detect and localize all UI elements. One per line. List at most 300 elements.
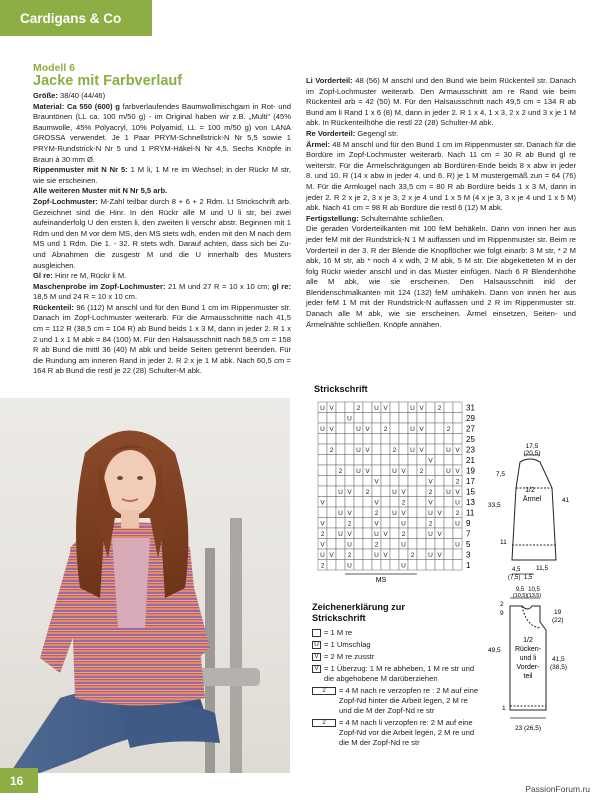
chart-cell — [435, 476, 444, 487]
chart-cell — [363, 476, 372, 487]
chart-cell — [399, 413, 408, 424]
left-paragraph — [33, 197, 291, 271]
chart-cell — [381, 455, 390, 466]
chart-symbol: 2 — [383, 426, 388, 433]
chart-cell — [372, 560, 381, 571]
chart-cell — [354, 518, 363, 529]
chart-cell — [354, 549, 363, 560]
chart-cell — [417, 507, 426, 518]
chart-symbol: U — [455, 499, 460, 507]
chart-cell — [408, 486, 417, 497]
chart-cell — [363, 413, 372, 424]
chart-cell — [408, 497, 417, 508]
row-number: 17 — [466, 477, 475, 486]
chart-cell — [336, 444, 345, 455]
chart-cell — [345, 497, 354, 508]
legend-item — [312, 628, 482, 638]
chart-cell — [399, 549, 408, 560]
chart-symbol: V — [401, 468, 406, 475]
right-paragraph — [306, 214, 576, 225]
body-neck-depth: 2 — [500, 601, 504, 608]
sleeve-band-height: 11 — [500, 539, 507, 546]
row-number: 21 — [466, 456, 475, 465]
chart-cell — [417, 518, 426, 529]
chart-cell — [381, 518, 390, 529]
chart-cell — [327, 486, 336, 497]
chart-cell — [381, 465, 390, 476]
chart-cell — [435, 465, 444, 476]
chart-symbol: 2 — [401, 531, 406, 538]
paragraph-heading: Größe: — [33, 91, 58, 100]
chart-cell — [327, 434, 336, 445]
legend-item — [312, 652, 482, 662]
chart-cell — [381, 413, 390, 424]
chart-cell — [363, 434, 372, 445]
chart-cell — [327, 476, 336, 487]
right-paragraph — [306, 140, 576, 214]
chart-cell — [426, 465, 435, 476]
chart-symbol: U — [428, 531, 433, 538]
chart-symbol: U — [455, 520, 460, 528]
chart-symbol: U — [428, 552, 433, 559]
chart-cell — [417, 455, 426, 466]
chart-cell — [354, 455, 363, 466]
chart-symbol: V — [383, 405, 388, 412]
legend-text: = 1 M re — [324, 628, 353, 637]
chart-cell — [318, 476, 327, 487]
paragraph-text: Gegengl str. — [355, 128, 399, 138]
chart-cell — [435, 518, 444, 529]
legend-title-line1: Zeichenerklärung zur — [312, 602, 405, 612]
chart-cell — [390, 455, 399, 466]
chart-cell — [417, 528, 426, 539]
chart-cell — [399, 423, 408, 434]
chart-symbol: 2 — [329, 447, 334, 454]
chart-cell — [381, 560, 390, 571]
chart-symbol: U — [428, 510, 433, 517]
chart-cell — [444, 413, 453, 424]
chart-symbol: V — [437, 552, 442, 559]
body-width: 23 (26,5) — [514, 725, 542, 732]
legend-list — [312, 628, 482, 750]
chart-cell — [390, 434, 399, 445]
legend-item — [312, 664, 482, 684]
chart-cell — [345, 455, 354, 466]
chart-symbol: U — [338, 489, 343, 496]
chart-symbol: U — [320, 552, 325, 559]
chart-cell — [372, 455, 381, 466]
knitting-chart-grid — [316, 400, 494, 584]
paragraph-heading: Re Vorderteil: — [306, 128, 356, 138]
chart-cell — [453, 423, 462, 434]
chart-cell — [435, 413, 444, 424]
chart-cell — [426, 444, 435, 455]
paragraph-heading: Li Vorderteil: — [306, 76, 353, 85]
chart-cell — [372, 423, 381, 434]
chart-cell — [354, 528, 363, 539]
chart-cell — [390, 549, 399, 560]
chart-symbol: V — [329, 426, 334, 433]
body-label-1: 1/2 — [523, 637, 533, 644]
chart-cell — [426, 413, 435, 424]
left-paragraph — [33, 91, 291, 102]
body-neck-1: 9,5 — [515, 587, 525, 593]
row-number: 29 — [466, 414, 475, 423]
paragraph-heading: Ärmel: — [306, 139, 331, 149]
body-label-5: teil — [523, 673, 533, 680]
chart-cell — [363, 518, 372, 529]
chart-cell — [417, 476, 426, 487]
chart-symbol: 2 — [455, 478, 460, 486]
chart-cell — [318, 434, 327, 445]
left-paragraph — [33, 165, 291, 186]
chart-cell — [345, 465, 354, 476]
chart-symbol: U — [410, 447, 415, 454]
legend-symbol: V — [312, 653, 321, 661]
chart-symbol: U — [374, 405, 379, 412]
sleeve-cap-height: 7,5 — [496, 471, 506, 478]
paragraph-text: 38/40 (44/46) — [57, 91, 106, 100]
chart-cell — [417, 434, 426, 445]
chart-symbol: U — [320, 405, 325, 412]
chart-symbol: V — [365, 447, 370, 454]
chart-cell — [408, 465, 417, 476]
chart-cell — [336, 434, 345, 445]
section-header-tab — [0, 0, 152, 36]
chart-cell — [336, 539, 345, 550]
chart-cell — [327, 413, 336, 424]
chart-cell — [408, 528, 417, 539]
row-number: 9 — [466, 519, 471, 528]
paragraph-heading: Rückenteil: — [33, 302, 74, 312]
chart-cell — [408, 476, 417, 487]
chart-symbol: V — [374, 499, 379, 507]
chart-cell — [381, 539, 390, 550]
body-bottom-band: 1 — [502, 705, 506, 712]
chart-cell — [372, 465, 381, 476]
chart-cell — [417, 549, 426, 560]
page-number: 16 — [10, 774, 24, 788]
chart-cell — [363, 507, 372, 518]
chart-symbol: V — [365, 468, 370, 475]
body-schematic — [488, 584, 588, 734]
chart-symbol: V — [428, 457, 433, 465]
paragraph-text: 48 (56) M anschl und den Bund wie beim Rückenteil str. Danach im Zopf-Lochmuster weiterarb. Den Armausschnitt am re Rand wie beim Rückenteil arb = 42 (50) M. Für den Halsausschnitt nach 49,5 cm = 134 R ab Bund am li Rand 1 x 6 (8) M, dann in jeder 2. R 1 x 4, 1 x 3, 2 x 2 und 3 x je 1 M abk. In Rückenteilhöhe die restl 22 (28) Schulter-M abk. — [306, 76, 576, 128]
paragraph-text: farbverlaufendes Baumwollmischgarn in Rot- und Brauntönen (LL ca. 100 m/50 g) - im Original haben wir z.B. „Multi“ (45% Baumwolle, 45% Polyacryl, 10% Polyamid, LL = 100 m/50 g) von LANA GROSSA verwendet. Je 1 Paar PRYM-Schnellstrick-N Nr 5,5 sowie 1 PRYM-Rundstrick-N Nr 5 und 1 PRYM-Häkel-N Nr 4,5. Sechs Knöpfe in Braun à 30 mm Ø. — [33, 101, 291, 164]
body-side-length-alt: (38,5) — [550, 664, 567, 671]
chart-cell — [345, 434, 354, 445]
chart-cell — [390, 413, 399, 424]
chart-cell — [408, 455, 417, 466]
chart-cell — [381, 434, 390, 445]
chart-cell — [327, 507, 336, 518]
sleeve-body-length: 33,5 — [488, 502, 501, 509]
chart-symbol: 2 — [347, 520, 352, 528]
chart-cell — [381, 497, 390, 508]
legend-symbol: V — [312, 665, 321, 673]
sleeve-top-width-alt: (20,5) — [523, 450, 541, 457]
chart-symbol: V — [437, 531, 442, 538]
chart-cell — [363, 539, 372, 550]
chart-cell — [390, 476, 399, 487]
chart-cell — [327, 528, 336, 539]
row-number: 11 — [466, 508, 475, 518]
chart-cell — [354, 539, 363, 550]
chart-cell — [417, 560, 426, 571]
chart-symbol: U — [347, 562, 352, 570]
chart-symbol: V — [365, 426, 370, 433]
chart-cell — [453, 434, 462, 445]
legend-text: = 4 M nach re verzopfen re : 2 M auf eine Zopf-Nd hinter die Arbeit legen, 2 M re und die M der Zopf-Nd re str — [339, 686, 479, 715]
chart-symbol: 2 — [428, 520, 433, 528]
chart-cell — [336, 497, 345, 508]
chart-symbol: U — [446, 468, 451, 475]
chart-cell — [327, 465, 336, 476]
chart-cell — [372, 444, 381, 455]
chart-cell — [327, 497, 336, 508]
chart-symbol: V — [320, 499, 325, 507]
paragraph-text: 48 M anschl und für den Bund 1 cm im Rippenmuster str. Danach für die Bordüre im Zopf-Lochmuster weiterarb. Nach 11 cm = 30 R ab Bund gl re weiterstr. Für die Ärmelschrägungen ab Bordüren-Ende beids 8 x abw in jeder 8. und 10. R (14 x abw in jeder 4. und 6. R) je 1 M mustergemäß zun = 64 (76) M. Für die Armkugel nach 33,5 cm = 80 R ab Bordüre beids 1 x 3 M, dann in jeder 2. R 2 x je 2, 3 x je 3, 2 x je 4 und 1 x 5 M (4 x je 3, 3 x je 4 und 1 x 5 M) abk. Nach 41 cm = 98 R ab Bordüre die restl 6 (12) M abk. — [306, 139, 576, 213]
chart-cell — [444, 560, 453, 571]
paragraph-text: 18,5 M und 24 R = 10 x 10 cm. — [33, 292, 138, 302]
paragraph-heading: gl re: — [272, 281, 291, 291]
legend-symbol — [312, 629, 321, 637]
knitting-chart — [316, 400, 494, 584]
chart-cell — [354, 413, 363, 424]
chart-symbol: 2 — [356, 405, 361, 412]
paragraph-text: 21 M und 27 R = 10 x 10 cm; — [165, 281, 272, 291]
paragraph-heading: Material: Ca 550 (600) g — [33, 101, 120, 111]
legend-symbol: 2 — [312, 719, 336, 727]
section-title: Cardigans & Co — [20, 11, 122, 26]
chart-cell — [399, 476, 408, 487]
chart-cell — [336, 455, 345, 466]
chart-symbol: V — [437, 510, 442, 517]
chart-cell — [327, 455, 336, 466]
body-neck-2-alt: (13,5) — [526, 593, 542, 599]
chart-cell — [453, 560, 462, 571]
legend-symbol: 2 — [312, 687, 336, 695]
chart-symbol: 2 — [347, 552, 352, 559]
chart-symbol: U — [338, 531, 343, 538]
legend-text: = 1 Überzug: 1 M re abheben, 1 M re str und die abgehobene M darüberziehen — [324, 664, 475, 683]
model-number: Modell 6 — [33, 62, 76, 74]
row-number: 3 — [466, 550, 471, 560]
chart-cell — [444, 528, 453, 539]
chart-symbol: 2 — [455, 510, 460, 517]
chart-cell — [444, 507, 453, 518]
right-paragraph — [306, 76, 576, 129]
row-number: 25 — [466, 435, 475, 444]
chart-cell — [336, 560, 345, 571]
chart-cell — [345, 444, 354, 455]
chart-symbol: U — [455, 541, 460, 549]
chart-cell — [435, 497, 444, 508]
chart-symbol: V — [428, 499, 433, 507]
legend-item — [312, 718, 482, 748]
chart-cell — [318, 444, 327, 455]
chart-cell — [435, 444, 444, 455]
chart-cell — [336, 413, 345, 424]
row-number: 5 — [466, 540, 471, 549]
left-paragraph — [33, 102, 291, 166]
chart-symbol: U — [401, 541, 406, 549]
chart-cell — [408, 434, 417, 445]
chart-symbol: U — [356, 447, 361, 454]
chart-cell — [426, 539, 435, 550]
chart-symbol: U — [392, 489, 397, 496]
chart-cell — [318, 455, 327, 466]
sleeve-total-length: 41 — [562, 497, 570, 504]
paragraph-heading: Alle weiteren Muster mit N Nr 5,5 arb. — [33, 186, 168, 196]
chart-cell — [354, 497, 363, 508]
chart-symbol: U — [410, 405, 415, 412]
right-text-column — [306, 76, 576, 330]
legend-text: = 1 Umschlag — [324, 640, 371, 649]
chart-symbol: V — [401, 489, 406, 496]
paragraph-text: Die geraden Vorderteilkanten mit 100 feM behäkeln. Dann von innen her aus jeder feM mit der Rundstrick-N 1 M auffassen und im Rippenmuster str. Beim re Vorderteil in der 3. R der Blende die Knopflöcher wie folgt einarb: 3 M str, * 2 M abk, 16 M str, ab * noch 4 x wdh, 2 M abk, 5 M str. Die abgeketteten M in der folg Rückr wieder anschl und in das Muster einfügen. Nach 6 R Blendenhöhe alle M abk, wie sie erscheinen. Den Halsausschnitt inkl der Blendenschmalkanten mit 124 (132) feM umhäkeln. Dann von innen her aus jeder feM 1 M mit der Rundstrick-N auffassen und 2 R im Rippenmuster str. Danach alle M abk, wie sie erscheinen. Ärmel einsetzen, Seiten- und Ärmelnähte schließen. Knöpfe annähen. — [306, 224, 576, 329]
chart-symbol: V — [320, 541, 325, 549]
legend-item — [312, 640, 482, 650]
chart-cell — [390, 539, 399, 550]
chart-cell — [336, 423, 345, 434]
chart-cell — [408, 560, 417, 571]
legend-symbol: U — [312, 641, 321, 649]
chart-symbol: U — [356, 468, 361, 475]
watermark: PassionForum.ru — [525, 784, 590, 794]
chart-symbol: V — [401, 510, 406, 517]
chart-symbol: 2 — [374, 541, 379, 549]
chart-cell — [399, 434, 408, 445]
page-number-tab — [0, 768, 38, 793]
chart-cell — [345, 476, 354, 487]
chart-cell — [435, 539, 444, 550]
chart-symbol: V — [383, 531, 388, 538]
row-number: 19 — [466, 466, 475, 476]
body-neck-1-alt: (10,5) — [512, 593, 528, 599]
chart-cell — [381, 486, 390, 497]
chart-cell — [435, 434, 444, 445]
chart-cell — [390, 497, 399, 508]
chart-symbol: 2 — [320, 531, 325, 538]
left-text-column — [33, 62, 291, 377]
chart-cell — [399, 444, 408, 455]
chart-cell — [408, 507, 417, 518]
paragraph-text: 1 M li, 1 M re im Wechsel; in der Rückr M str, wie sie erscheinen. — [33, 165, 291, 185]
chart-cell — [444, 455, 453, 466]
chart-symbol: V — [347, 510, 352, 517]
chart-symbol: 2 — [320, 562, 325, 570]
body-label-3: und li — [519, 655, 537, 662]
chart-cell — [444, 434, 453, 445]
chart-symbol: 2 — [374, 510, 379, 517]
chart-symbol: V — [455, 489, 460, 496]
paragraph-text: Schulternähte schließen. — [358, 213, 445, 223]
chart-cell — [363, 402, 372, 413]
chart-symbol: V — [383, 552, 388, 559]
row-number: 27 — [466, 424, 475, 434]
chart-cell — [381, 444, 390, 455]
paragraph-heading: Zopf-Lochmuster: — [33, 196, 98, 206]
body-shoulder-side: 19 — [554, 609, 562, 616]
chart-cell — [435, 560, 444, 571]
chart-symbol: U — [392, 510, 397, 517]
chart-cell — [390, 423, 399, 434]
chart-cell — [381, 476, 390, 487]
chart-cell — [336, 518, 345, 529]
chart-cell — [336, 549, 345, 560]
repeat-label: MS — [375, 577, 387, 584]
chart-cell — [327, 539, 336, 550]
paragraph-heading: Rippenmuster mit N Nr 5: — [33, 165, 128, 175]
row-number: 23 — [466, 445, 475, 455]
chart-cell — [336, 476, 345, 487]
row-number: 31 — [466, 403, 475, 413]
chart-symbol: U — [374, 552, 379, 559]
chart-symbol: V — [374, 520, 379, 528]
chart-symbol: V — [329, 552, 334, 559]
chart-cell — [444, 402, 453, 413]
chart-symbol: V — [320, 520, 325, 528]
sleeve-label-1: 1/2 — [525, 487, 535, 494]
chart-symbol: U — [392, 468, 397, 475]
chart-cell — [327, 560, 336, 571]
chart-cell — [354, 434, 363, 445]
chart-cells — [318, 402, 462, 570]
chart-cell — [318, 465, 327, 476]
chart-cell — [318, 507, 327, 518]
paragraph-text: M-Zahl teilbar durch 8 + 6 + 2 Rdm. Lt Strickschrift arb. Gezeichnet sind die Hinr. In den Rückr alle M und U li str, bei zwei aufeinanderfolg U den ersten li, den zweiten li verschr abstr. Beginnen mit 1 Rdm und den M vor dem MS, den MS stets wdh, enden mit den M nach dem MS und 1 Rdm. Die 1. - 32. R stets wdh. Darauf achten, dass sich bei Zu- und Abnahmen die zusgestr M und die U innerhalb des Musters ausgleichen. — [33, 196, 291, 270]
chart-symbol: 2 — [410, 552, 415, 559]
chart-cell — [390, 402, 399, 413]
chart-symbol: V — [374, 478, 379, 486]
chart-cell — [381, 507, 390, 518]
sleeve-small-1: 4,5 — [512, 567, 521, 573]
legend-text: = 2 M re zusstr — [324, 652, 375, 661]
row-number: 7 — [466, 529, 471, 539]
chart-cell — [336, 402, 345, 413]
chart-symbol: 2 — [338, 468, 343, 475]
body-front-length: 49,5 — [488, 647, 501, 654]
chart-cell — [345, 402, 354, 413]
chart-symbol: 2 — [437, 405, 442, 412]
chart-cell — [444, 476, 453, 487]
row-number: 15 — [466, 487, 475, 497]
chart-cell — [435, 423, 444, 434]
chart-symbol: U — [401, 520, 406, 528]
sleeve-label-2: Ärmel — [522, 496, 542, 503]
chart-symbol: 2 — [428, 489, 433, 496]
chart-cell — [372, 486, 381, 497]
chart-symbol: V — [455, 447, 460, 454]
chart-symbol: U — [446, 447, 451, 454]
chart-symbol: U — [320, 426, 325, 433]
paragraph-heading: Maschenprobe im Zopf-Lochmuster: — [33, 281, 166, 291]
chart-cell — [354, 507, 363, 518]
chart-cell — [408, 413, 417, 424]
chart-symbol: V — [347, 531, 352, 538]
chart-cell — [426, 423, 435, 434]
chart-cell — [417, 497, 426, 508]
body-neck-2: 10,5 — [528, 587, 540, 593]
legend-item — [312, 686, 482, 716]
chart-cell — [363, 497, 372, 508]
chart-cell — [354, 486, 363, 497]
chart-cell — [390, 518, 399, 529]
chart-cell — [453, 455, 462, 466]
legend-text: = 4 M nach li verzopfen re: 2 M auf eine Zopf-Nd vor die Arbeit legen, 2 M re und die M der Zopf-Nd re str — [339, 718, 475, 747]
chart-cell — [444, 549, 453, 560]
